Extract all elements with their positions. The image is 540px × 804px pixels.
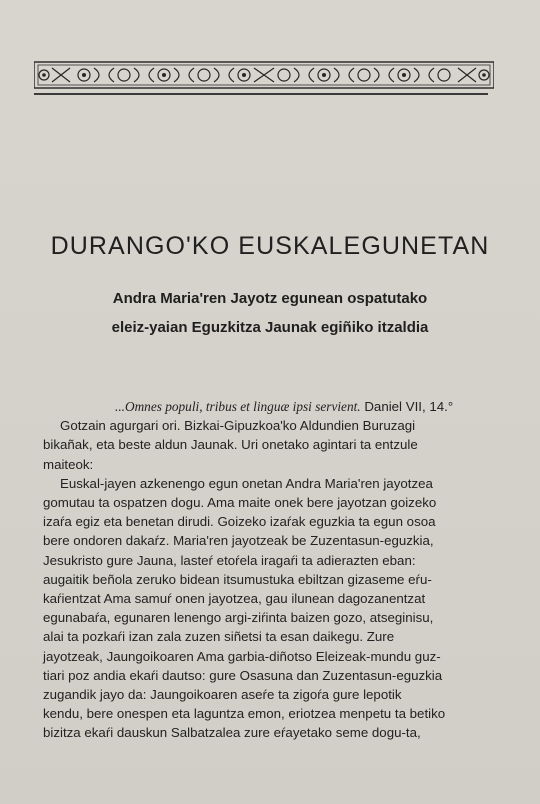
paragraph-line: Euskal-jayen azkenengo egun onetan Andra Maria'ren jayotzea xyxy=(60,475,433,491)
paragraph-line: bikañak, eta beste aldun Jaunak. Uri onetako agintari ta entzule xyxy=(43,437,418,453)
paragraph-line: gomutau ta ospatzen dogu. Ama maite onek bere jayotzan goizeko xyxy=(43,495,437,511)
paragraph-line: kaŕientzat Ama samuŕ onen jayotzea, gau ilunean dagozanentzat xyxy=(43,591,426,607)
paragraph-line: alai ta pozkaŕi izan zala zuzen siñetsi ta esan daikegu. Zure xyxy=(43,629,395,645)
paragraph-line: tiari poz andia ekaŕi dautso: gure Osasuna dan Zuzentasun-eguzkia xyxy=(43,667,443,683)
paragraph-line: augaitik beñola zeruko bidean itsumustuka ebiltzan gizaseme eŕu- xyxy=(43,571,432,587)
paragraph-line: bizitza ekaŕi dauskun Salbatzalea zure eŕayetako seme dogu-ta, xyxy=(43,725,421,741)
paragraph-line: kendu, bere onespen eta laguntza emon, eriotzea menpetu ta betiko xyxy=(43,706,446,722)
paragraph-line: bere ondoren dakaŕz. Maria'ren jayotzeak be Zuzentasun-eguzkia, xyxy=(43,533,434,549)
paragraph-line: jayotzeak, Jaungoikoaren Ama garbia-diñotso Eleizeak-mundu guz- xyxy=(43,648,441,664)
article-body xyxy=(43,397,481,743)
article-title: DURANGO'KO EUSKALEGUNETAN xyxy=(50,232,490,260)
epigraph xyxy=(43,397,481,416)
header-rule xyxy=(34,93,488,95)
article-subtitle-line-1: Andra Maria'ren Jayotz egunean ospatutako xyxy=(112,290,428,307)
paragraph-line: maiteok: xyxy=(43,456,94,472)
paragraph-line: egunabaŕa, egunaren lenengo argi-ziŕinta baizen gozo, atseginisu, xyxy=(43,610,434,626)
decorative-border-ornament-icon xyxy=(34,60,494,90)
epigraph-reference: Daniel VII, 14.° xyxy=(360,399,454,414)
epigraph-text: ...Omnes populi, tribus et linguæ ipsi servient. xyxy=(115,399,361,414)
paragraph-line: Jesukristo gure Jauna, lasteŕ etoŕela iragaŕi ta adierazten eban: xyxy=(43,552,416,568)
paragraph-line: Gotzain agurgari ori. Bizkai-Gipuzkoa'ko Aldundien Buruzagi xyxy=(60,418,416,434)
paragraph-line: zugandik jayo da: Jaungoikoaren aseŕe ta zigoŕa gure lepotik xyxy=(43,687,402,703)
paragraph-line: izaŕa egiz eta benetan dirudi. Goizeko izaŕak eguzkia ta egun osoa xyxy=(43,514,436,530)
article-subtitle-line-2: eleiz-yaian Eguzkitza Jaunak egiñiko itzaldia xyxy=(111,319,429,336)
